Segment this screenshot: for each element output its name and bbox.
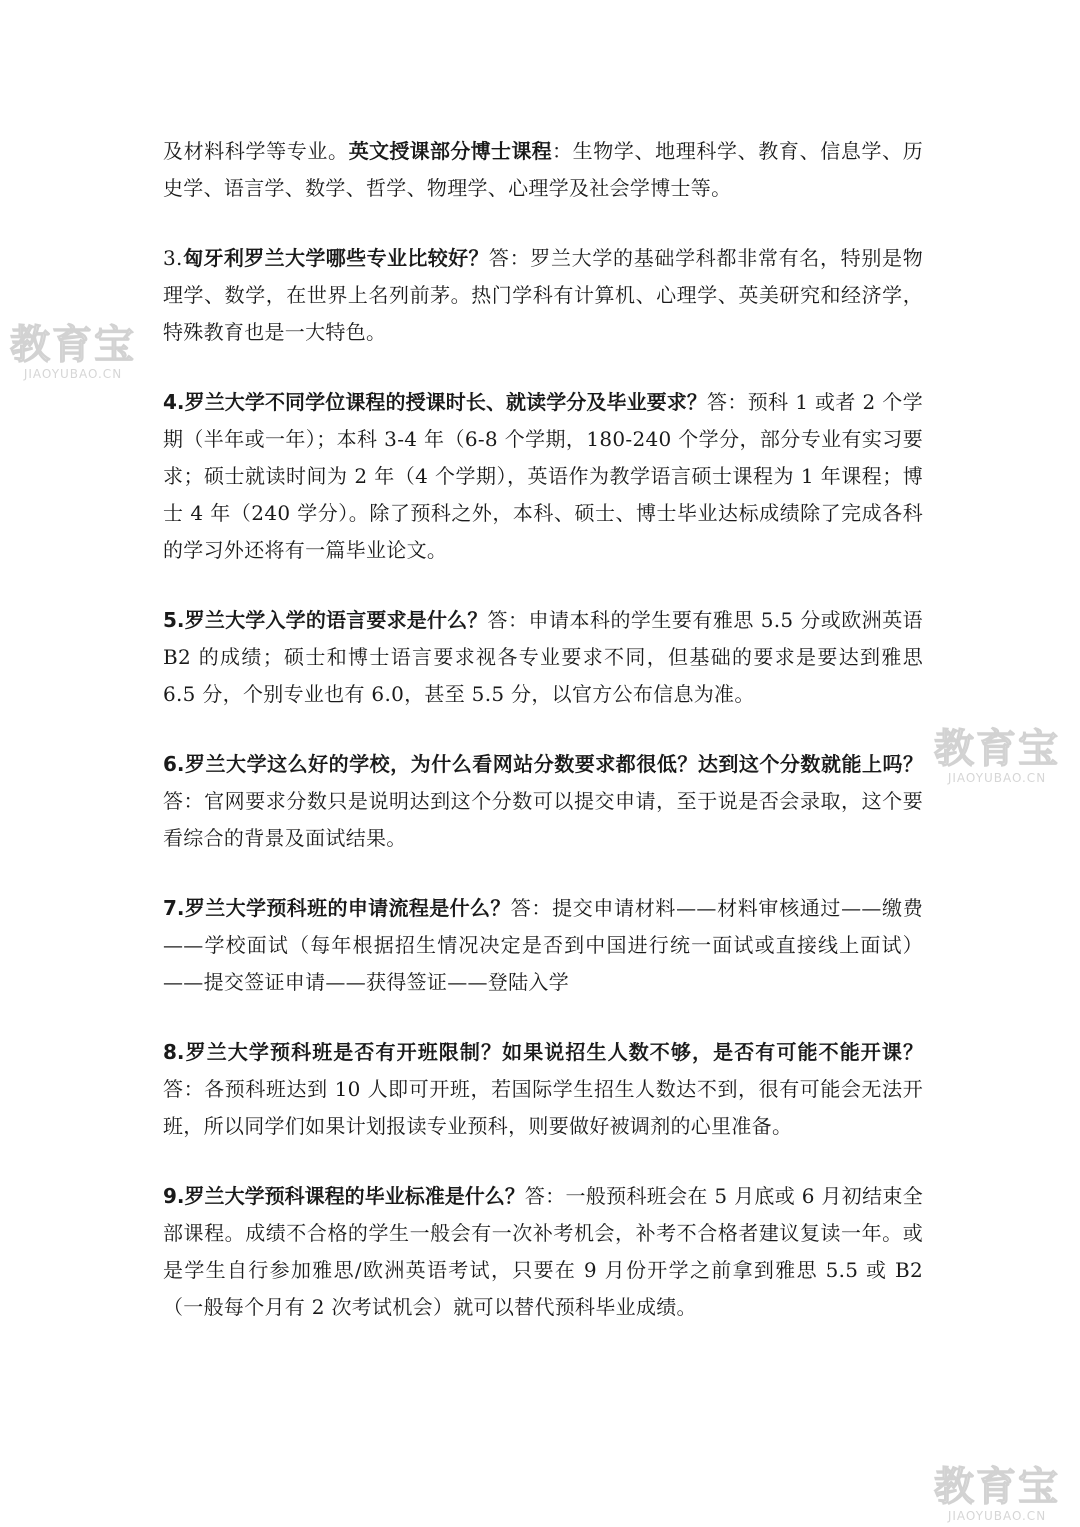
question-heading: 英文授课部分博士课程 bbox=[348, 139, 552, 163]
paragraph-phd-courses bbox=[163, 133, 923, 207]
paragraph-lead: 及材料科学等专业。 bbox=[163, 139, 349, 163]
answer-text: 答：官网要求分数只是说明达到这个分数可以提交申请，至于说是否会录取，这个要看综合的背景及面试结果。 bbox=[163, 789, 923, 850]
question-heading: 4.罗兰大学不同学位课程的授课时长、就读学分及毕业要求？ bbox=[163, 390, 707, 414]
watermark-logo bbox=[0, 323, 148, 381]
faq-item-4 bbox=[163, 384, 923, 569]
watermark-logo-text: 教育宝 bbox=[934, 726, 1060, 772]
watermark-logo-text: 教育宝 bbox=[934, 1464, 1060, 1510]
watermark-logo-text: 教育宝 bbox=[10, 322, 136, 368]
question-heading: 匈牙利罗兰大学哪些专业比较好？ bbox=[182, 246, 489, 270]
question-heading: 6.罗兰大学这么好的学校，为什么看网站分数要求都很低？达到这个分数就能上吗？ bbox=[163, 752, 923, 776]
answer-text: 答：申请本科的学生要有雅思 5.5 分或欧洲英语 B2 的成绩；硕士和博士语言要求视各专业要求不同，但基础的要求是要达到雅思 6.5 分，个别专业也有 6.0，甚至 5.5 分，以官方公布信息为准。 bbox=[163, 608, 923, 706]
faq-item-7 bbox=[163, 890, 923, 1001]
faq-item-8 bbox=[163, 1034, 923, 1145]
answer-text: ：生物学、地理科学、教育、信息学、历史学、语言学、数学、哲学、物理学、心理学及社会学博士等。 bbox=[163, 139, 924, 200]
faq-item-6 bbox=[163, 746, 923, 857]
faq-item-9 bbox=[163, 1178, 923, 1326]
question-heading: 9.罗兰大学预科课程的毕业标准是什么？ bbox=[163, 1184, 525, 1208]
answer-text: 答：各预科班达到 10 人即可开班，若国际学生招生人数达不到，很有可能会无法开班，所以同学们如果计划报读专业预科，则要做好被调剂的心里准备。 bbox=[163, 1077, 923, 1138]
watermark-url: JIAOYUBAO.CN bbox=[947, 1509, 1047, 1523]
answer-text: 答：提交申请材料——材料审核通过——缴费——学校面试（每年根据招生情况决定是否到中国进行统一面试或直接线上面试）——提交签证申请——获得签证——登陆入学 bbox=[163, 896, 924, 994]
faq-item-3 bbox=[163, 240, 923, 351]
answer-text: 答：预科 1 或者 2 个学期（半年或一年）；本科 3-4 年（6-8 个学期，180-240 个学分，部分专业有实习要求；硕士就读时间为 2 年（4 个学期），英语作为教学语言硕士课程为 1 年课程；博士 4 年（240 学分）。除了预科之外，本科、硕士、博士毕业达标成绩除了完成各科的学习外还将有一篇毕业论文。 bbox=[163, 390, 923, 562]
answer-text: 答：罗兰大学的基础学科都非常有名，特别是物理学、数学，在世界上名列前茅。热门学科有计算机、心理学、英美研究和经济学，特殊教育也是一大特色。 bbox=[163, 246, 923, 344]
document-body bbox=[163, 133, 923, 1359]
watermark-url: JIAOYUBAO.CN bbox=[947, 771, 1047, 785]
watermark-url: JIAOYUBAO.CN bbox=[23, 367, 123, 381]
question-heading: 7.罗兰大学预科班的申请流程是什么？ bbox=[163, 896, 511, 920]
question-heading: 8.罗兰大学预科班是否有开班限制？如果说招生人数不够，是否有可能不能开课？ bbox=[163, 1040, 923, 1064]
watermark-logo bbox=[922, 727, 1072, 785]
question-number: 3. bbox=[163, 246, 183, 270]
faq-item-5 bbox=[163, 602, 923, 713]
watermark-logo bbox=[922, 1465, 1072, 1523]
answer-text: 答：一般预科班会在 5 月底或 6 月初结束全部课程。成绩不合格的学生一般会有一次补考机会，补考不合格者建议复读一年。或是学生自行参加雅思/欧洲英语考试，只要在 9 月份开学之前拿到雅思 5.5 或 B2（一般每个月有 2 次考试机会）就可以替代预科毕业成绩。 bbox=[163, 1184, 924, 1319]
question-heading: 5.罗兰大学入学的语言要求是什么？ bbox=[163, 608, 488, 632]
